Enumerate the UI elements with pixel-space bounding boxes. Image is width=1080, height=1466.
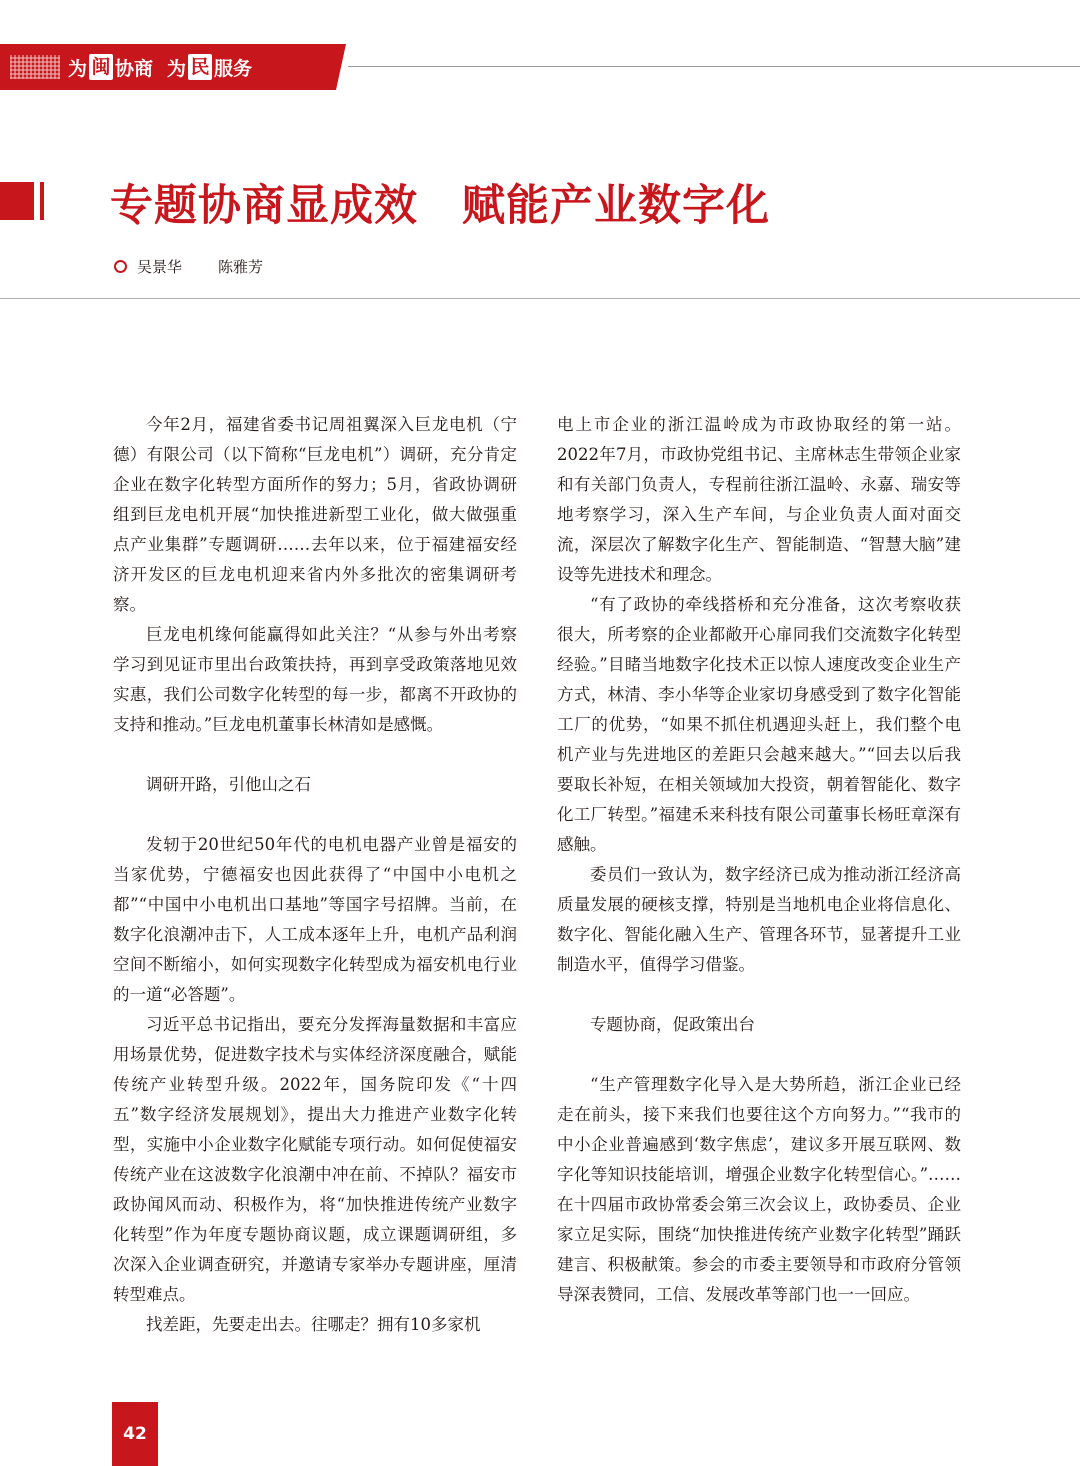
left-column xyxy=(113,410,517,1340)
header-rule xyxy=(348,66,1080,67)
paragraph: 今年2月，福建省委书记周祖翼深入巨龙电机（宁德）有限公司（以下简称“巨龙电机”）调研，充分肯定企业在数字化转型方面所作的努力；5月，省政协调研组到巨龙电机开展“加快推进新型工业化，做大做强重点产业集群”专题调研……去年以来，位于福建福安经济开发区的巨龙电机迎来省内外多批次的密集调研考察。 xyxy=(113,415,517,614)
banner-part1: 为 xyxy=(68,57,88,80)
banner-part3: 为 xyxy=(167,57,187,80)
title-marker xyxy=(0,182,34,220)
title-marker-bar xyxy=(40,182,44,220)
banner-pattern xyxy=(10,55,60,79)
author-2: 陈雅芳 xyxy=(218,258,264,276)
banner-part4: 服务 xyxy=(214,57,253,80)
paragraph: “有了政协的牵线搭桥和充分准备，这次考察收获很大，所考察的企业都敞开心扉同我们交流数字化转型经验。”目睹当地数字化技术正以惊人速度改变企业生产方式，林清、李小华等企业家切身感受到了数字化智能工厂的优势，“如果不抓住机遇迎头赶上，我们整个电机产业与先进地区的差距只会越来越大。”“回去以后我要取长补短，在相关领域加大投资，朝着智能化、数字化工厂转型。”福建禾来科技有限公司董事长杨旺章深有感触。 xyxy=(557,595,961,854)
paragraph: “生产管理数字化导入是大势所趋，浙江企业已经走在前头，接下来我们也要往这个方向努力。”“我市的中小企业普遍感到‘数字焦虑’，建议多开展互联网、数字化等知识技能培训，增强企业数字化转型信心。”……在十四届市政协常委会第三次会议上，政协委员、企业家立足实际，围绕“加快推进传统产业数字化转型”踊跃建言、积极献策。参会的市委主要领导和市政府分管领导深表赞同，工信、发展改革等部门也一一回应。 xyxy=(557,1075,961,1304)
banner-box2: 民 xyxy=(188,54,212,80)
page-number: 42 xyxy=(112,1402,158,1466)
byline-ring-icon xyxy=(114,260,127,273)
banner-part2: 协商 xyxy=(115,57,154,80)
paragraph: 委员们一致认为，数字经济已成为推动浙江经济高质量发展的硬核支撑，特别是当地机电企业将信息化、数字化、智能化融入生产、管理各环节，显著提升工业制造水平，值得学习借鉴。 xyxy=(557,865,961,974)
paragraph: 找差距，先要走出去。往哪走？拥有10多家机 xyxy=(146,1315,481,1334)
byline-rule xyxy=(0,298,1080,299)
author-1: 吴景华 xyxy=(137,258,183,276)
paragraph: 电上市企业的浙江温岭成为市政协取经的第一站。2022年7月，市政协党组书记、主席林志生带领企业家和有关部门负责人，专程前往浙江温岭、永嘉、瑞安等地考察学习，深入生产车间，与企业负责人面对面交流，深层次了解数字化生产、智能制造、“智慧大脑”建设等先进技术和理念。 xyxy=(557,415,961,584)
paragraph: 巨龙电机缘何能赢得如此关注？“从参与外出考察学习到见证市里出台政策扶持，再到享受政策落地见效实惠，我们公司数字化转型的每一步，都离不开政协的支持和推动。”巨龙电机董事长林清如是感慨。 xyxy=(113,625,517,734)
paragraph: 发轫于20世纪50年代的电机电器产业曾是福安的当家优势，宁德福安也因此获得了“中国中小电机之都”“中国中小电机出口基地”等国字号招牌。当前，在数字化浪潮冲击下，人工成本逐年上升，电机产品利润空间不断缩小，如何实现数字化转型成为福安机电行业的一道“必答题”。 xyxy=(113,835,517,1004)
banner-wing xyxy=(336,44,346,90)
paragraph: 习近平总书记指出，要充分发挥海量数据和丰富应用场景优势，促进数字技术与实体经济深度融合，赋能传统产业转型升级。2022年，国务院印发《“十四五”数字经济发展规划》，提出大力推进产业数字化转型，实施中小企业数字化赋能专项行动。如何促使福安传统产业在这波数字化浪潮中冲在前、不掉队？福安市政协闻风而动、积极作为，将“加快推进传统产业数字化转型”作为年度专题协商议题，成立课题调研组，多次深入企业调查研究，并邀请专家举办专题讲座，厘清转型难点。 xyxy=(113,1015,517,1304)
banner-box1: 闽 xyxy=(89,54,113,80)
byline xyxy=(114,256,263,277)
right-column xyxy=(557,410,961,1310)
section-heading: 专题协商，促政策出台 xyxy=(590,1015,755,1034)
section-heading: 调研开路，引他山之石 xyxy=(146,775,311,794)
article-title: 专题协商显成效 赋能产业数字化 xyxy=(110,181,770,231)
banner-text xyxy=(68,54,252,81)
column-banner xyxy=(0,44,336,90)
